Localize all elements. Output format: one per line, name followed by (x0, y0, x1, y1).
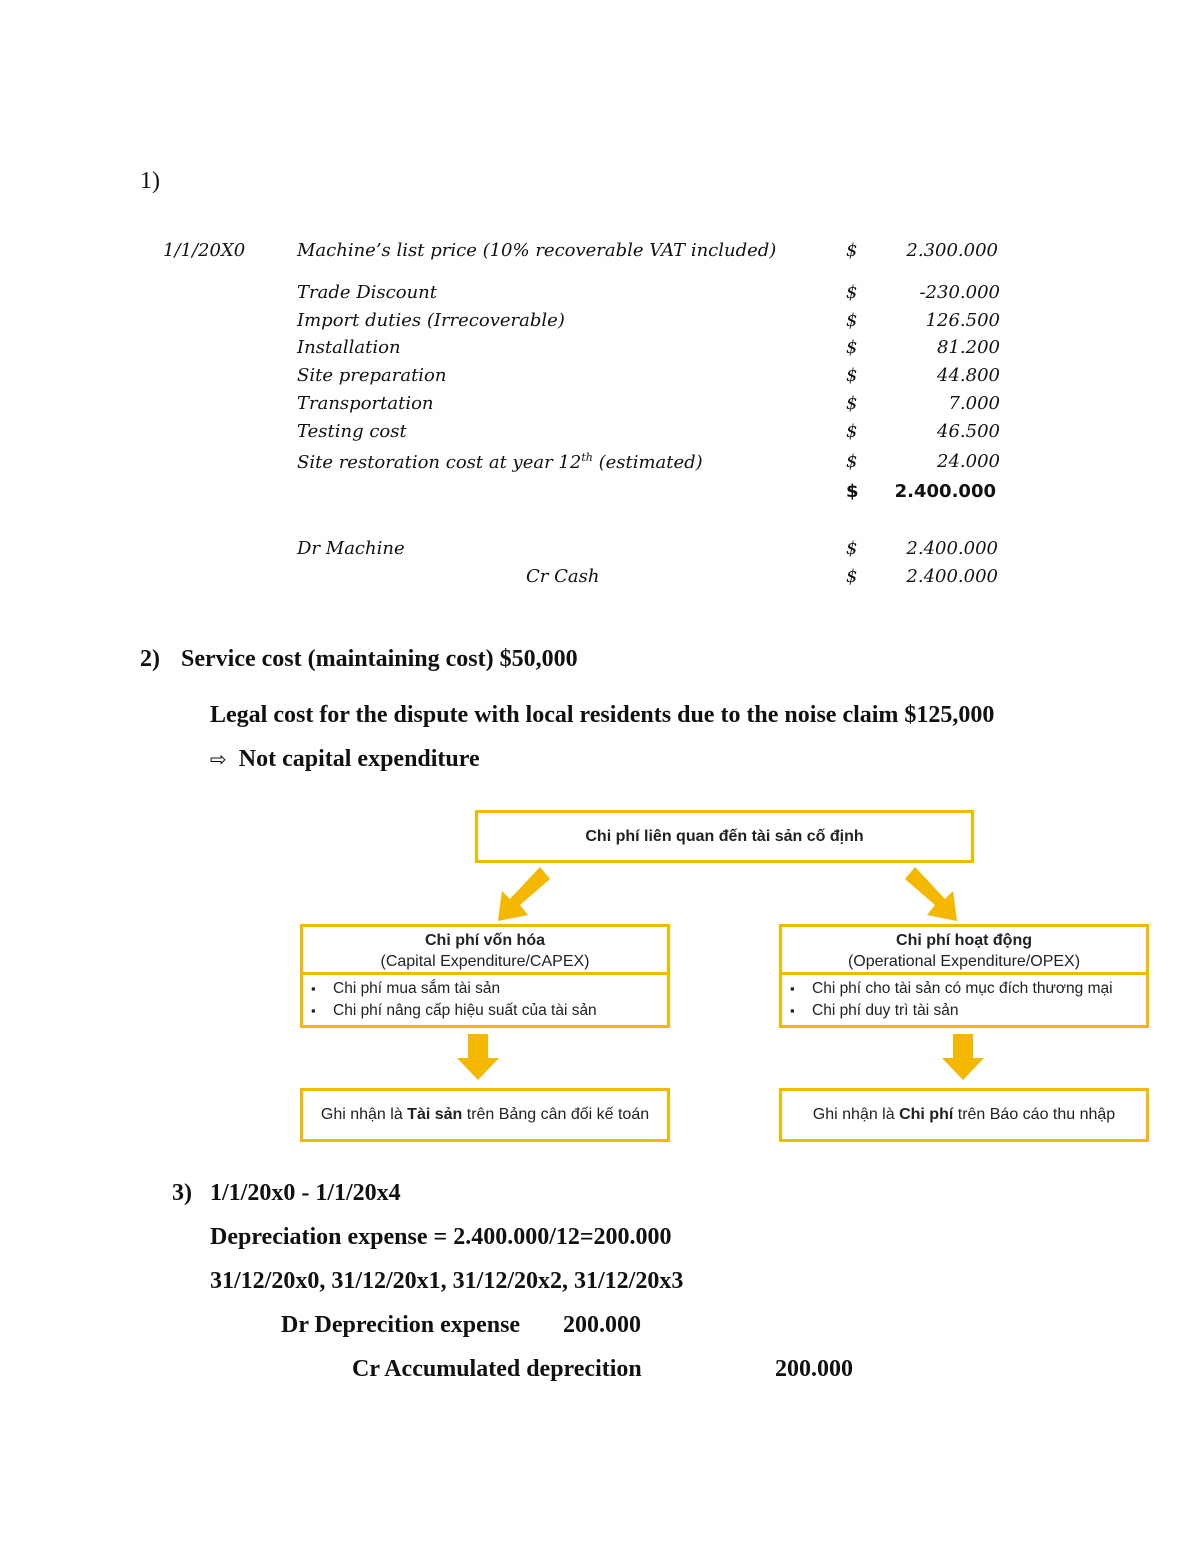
depreciation-formula: Depreciation expense = 2.400.000/12=200.000 (210, 1224, 672, 1250)
section-1-number: 1) (140, 168, 160, 194)
opex-bullet: ▪ Chi phí duy trì tài sản (790, 1000, 1146, 1022)
item-amount-trade-discount: -230.000 (919, 282, 1000, 303)
item-amount-installation: 81.200 (937, 337, 1000, 358)
total-currency: $ (846, 481, 859, 502)
journal-dr-amount: 2.400.000 (906, 538, 998, 559)
item-label-site-restoration-tail: (estimated) (592, 452, 703, 473)
right-arrow-icon: ⇨ (210, 747, 227, 771)
item-currency: $ (846, 365, 858, 386)
item-label-site-restoration (297, 451, 703, 473)
arrow-down-right-icon (895, 865, 965, 925)
dr-depreciation-amount: 200.000 (563, 1312, 641, 1338)
capex-header (303, 927, 667, 972)
arrow-down-left-icon (490, 865, 560, 925)
item-label-testing-cost: Testing cost (297, 421, 407, 442)
item-currency: $ (846, 393, 858, 414)
legal-cost-line: Legal cost for the dispute with local residents due to the noise claim $125,000 (210, 702, 995, 728)
item-currency: $ (846, 282, 858, 303)
arrow-down-icon (940, 1034, 986, 1082)
item-amount-import-duties: 126.500 (925, 310, 1000, 331)
item-label-site-restoration-sup: th (581, 451, 593, 464)
capex-result-pre: Ghi nhận là (320, 1106, 408, 1123)
item-amount-transportation: 7.000 (948, 393, 1000, 414)
item-currency: $ (846, 337, 858, 358)
conclusion-line (210, 746, 480, 773)
capex-result-box (300, 1088, 670, 1142)
capex-bullet: ▪ Chi phí nâng cấp hiệu suất của tài sản (311, 1000, 667, 1022)
opex-result-box (779, 1088, 1149, 1142)
item-label-list-price: Machine’s list price (10% recoverable VAT included) (297, 240, 777, 261)
item-amount-site-restoration: 24.000 (937, 451, 1000, 472)
item-label-installation: Installation (297, 337, 401, 358)
depreciation-period: 1/1/20x0 - 1/1/20x4 (210, 1180, 401, 1206)
capex-bullets (303, 972, 667, 1022)
item-label-site-restoration-main: Site restoration cost at year 12 (297, 452, 582, 473)
total-amount: 2.400.000 (894, 481, 996, 502)
opex-result-bold: Chi phí (899, 1106, 954, 1123)
conclusion-text: Not capital expenditure (238, 746, 480, 772)
opex-box (779, 924, 1149, 1028)
diagram-top-label: Chi phí liên quan đến tài sản cố định (585, 827, 864, 845)
item-currency: $ (846, 310, 858, 331)
opex-bullets (782, 972, 1146, 1022)
diagram-top-box (475, 810, 974, 863)
journal-dr-label: Dr Machine (297, 538, 405, 559)
journal-cr-amount: 2.400.000 (906, 566, 998, 587)
cr-accumulated-label: Cr Accumulated deprecition (352, 1356, 642, 1382)
cr-accumulated-amount: 200.000 (775, 1356, 853, 1382)
service-cost-line: Service cost (maintaining cost) $50,000 (181, 646, 578, 672)
opex-subtitle: (Operational Expenditure/OPEX) (847, 953, 1081, 970)
opex-result-post: trên Báo cáo thu nhập (953, 1106, 1116, 1123)
capex-result-bold: Tài sản (407, 1106, 463, 1123)
section-3-number: 3) (172, 1180, 192, 1206)
item-label-site-preparation: Site preparation (297, 365, 447, 386)
opex-result (782, 1091, 1146, 1139)
item-amount-site-preparation: 44.800 (937, 365, 1000, 386)
capex-result (303, 1091, 667, 1139)
capex-result-post: trên Bảng cân đối kế toán (462, 1106, 650, 1123)
depreciation-dates: 31/12/20x0, 31/12/20x1, 31/12/20x2, 31/12/20x3 (210, 1268, 684, 1294)
item-amount-testing-cost: 46.500 (937, 421, 1000, 442)
capex-subtitle: (Capital Expenditure/CAPEX) (380, 953, 590, 970)
journal-cr-label: Cr Cash (526, 566, 600, 587)
item-label-trade-discount: Trade Discount (297, 282, 438, 303)
item-amount-list-price: 2.300.000 (906, 240, 998, 261)
opex-header (782, 927, 1146, 972)
opex-title: Chi phí hoạt động (896, 932, 1032, 949)
journal-cr-currency: $ (846, 566, 858, 587)
section-2-number: 2) (140, 646, 160, 672)
capex-title: Chi phí vốn hóa (425, 932, 545, 949)
item-currency: $ (846, 421, 858, 442)
dr-depreciation-label: Dr Deprecition expense (281, 1312, 521, 1338)
entry-date: 1/1/20X0 (163, 240, 246, 261)
item-label-transportation: Transportation (297, 393, 434, 414)
item-label-import-duties: Import duties (Irrecoverable) (297, 310, 565, 331)
item-currency: $ (846, 451, 858, 472)
opex-bullet: ▪ Chi phí cho tài sản có mục đích thương mại (790, 978, 1146, 1000)
opex-result-pre: Ghi nhận là (812, 1106, 900, 1123)
journal-dr-currency: $ (846, 538, 858, 559)
arrow-down-icon (455, 1034, 501, 1082)
item-currency: $ (846, 240, 858, 261)
capex-bullet: ▪ Chi phí mua sắm tài sản (311, 978, 667, 1000)
capex-box (300, 924, 670, 1028)
